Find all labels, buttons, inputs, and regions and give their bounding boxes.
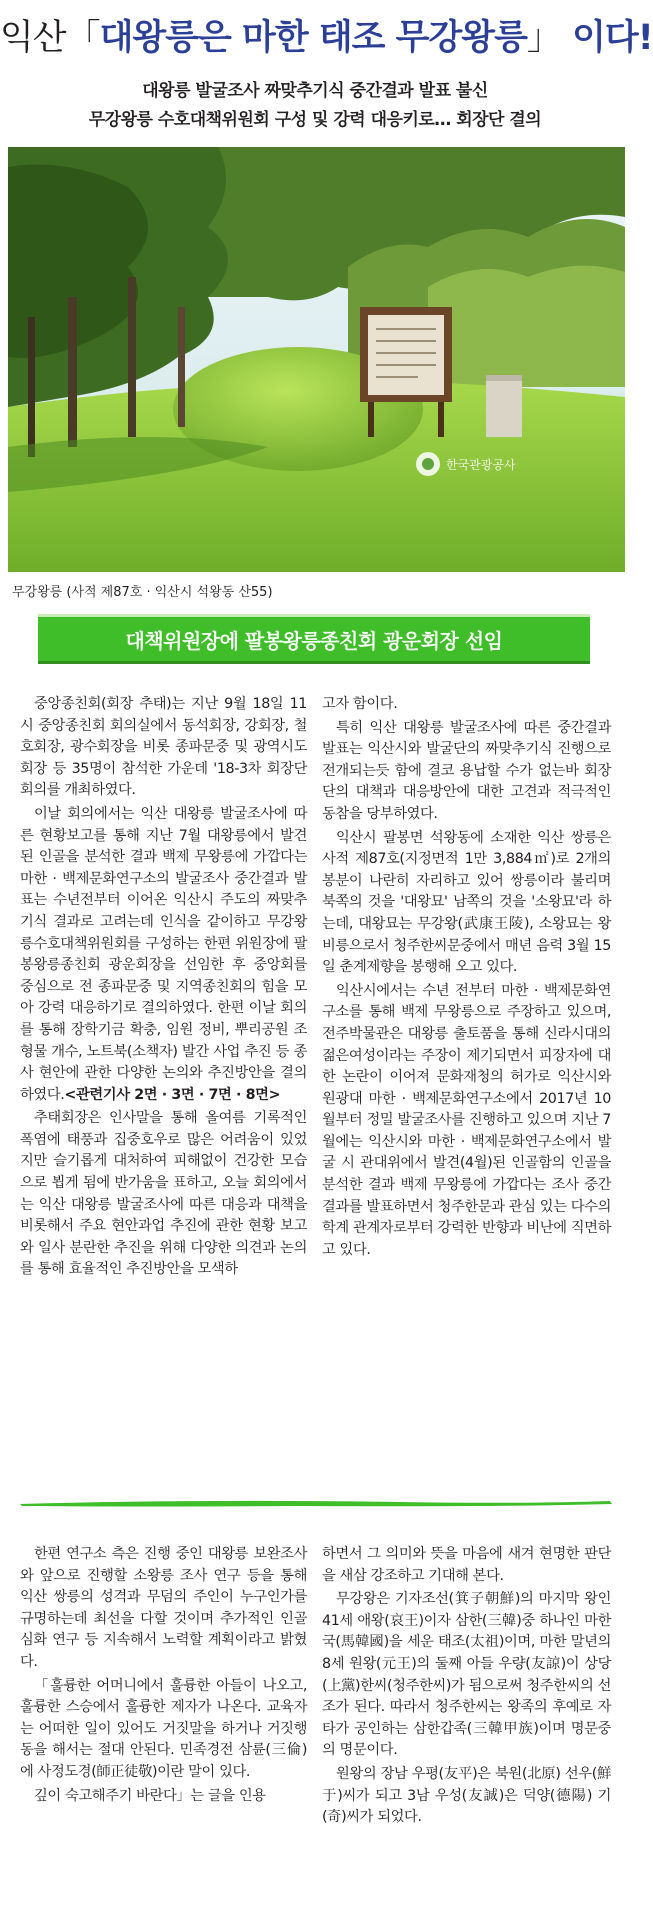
headline-main: 대왕릉은 마한 태조 무강왕릉 xyxy=(99,18,527,58)
subheadline-1: 대왕릉 발굴조사 짜맞추기식 중간결과 발표 불신 xyxy=(142,81,488,101)
paragraph: 익산시 팔봉면 석왕동에 소재한 익산 쌍릉은 사적 제87호(지정면적 1만 3,884㎡)로 2개의 봉분이 나란히 자리하고 있어 쌍릉이라 불리며 북쪽의 것을 '대왕묘' 남쪽의 것을 '소왕묘'라 하는데, 대왕묘는 무강왕(武康王陵), 소왕묘는 왕비릉으로서 청주한씨문중에서 매년 음력 3월 15일 춘계제향을 봉행해 오고 있다. xyxy=(322,829,611,976)
paragraph: 하면서 그 의미와 뜻을 마음에 새겨 현명한 판단을 새삼 강조하고 기대해 본다. xyxy=(322,1546,611,1584)
paragraph xyxy=(20,804,307,1106)
subheadline-2: 무강왕릉 수호대책위원회 구성 및 강력 대응키로… 회장단 결의 xyxy=(88,110,542,130)
article-column-3 xyxy=(20,1544,307,1809)
article-column-4 xyxy=(322,1544,611,1831)
headline-open-quote: 익산「 xyxy=(0,18,100,58)
paragraph: 원왕의 장남 우평(友平)은 북원(北原) 선우(鮮于)씨가 되고 3남 우성(友誠)은 덕양(德陽) 기(奇)씨가 되었다. xyxy=(322,1765,611,1826)
paragraph: 익산시에서는 수년 전부터 마한 · 백제문화연구소를 통해 백제 무왕릉으로 주장하고 있으며, 전주박물관은 대왕릉 출토품을 통해 신라시대의 젊은여성이라는 주장이 제기되면서 피장자에 대한 논란이 이어져 문화재청의 허가로 익산시와 원광대 마한 · 백제문화연구소에서 2017년 10월부터 정밀 발굴조사를 진행하고 있으며 지난 7월에는 익산시와 마한 · 백제문화연구소에서 발굴 시 관대위에서 발견(4월)된 인골함의 인골을 분석한 결과 백제 무왕릉에 가깝다는 조사 중간결과를 발표하면서 청주한문과 관심 있는 다수의 학계 관계자로부터 강력한 반향과 비난에 직면하고 있다. xyxy=(322,982,611,1258)
paragraph: 깊이 숙고해주기 바란다」는 글을 인용 xyxy=(34,1787,266,1804)
watermark-text: 한국관광공사 xyxy=(446,458,516,472)
paragraph: 추태회장은 인사말을 통해 올여름 기록적인 폭염에 태풍과 집중호우로 많은 어려움이 있었지만 슬기롭게 대처하여 피해없이 건강한 모습으로 뵙게 됨에 반가움을 표하고, 오늘 회의에서는 익산 대왕릉 발굴조사에 따른 대응과 대책을 비롯해서 주요 현안과업 추진에 관한 현황 보고와 일사 분란한 추진을 위해 다양한 의견과 논의를 통해 효율적인 추진방안을 모색하 xyxy=(20,1110,307,1278)
section-banner xyxy=(38,614,590,664)
headline-close-quote: 」 xyxy=(526,18,561,58)
tomb-photo xyxy=(8,147,625,572)
paragraph: 「훌륭한 어머니에서 훌륭한 아들이 나오고, 훌륭한 스승에서 훌륭한 제자가 나온다. 교육자는 어떠한 일이 있어도 거짓말을 하거나 거짓행동을 해서는 절대 안된다. 민족경전 삼륜(三倫)에 사정도경(師正徒敬)이란 말이 있다. xyxy=(20,1677,307,1780)
paragraph-text: 이날 회의에서는 익산 대왕릉 발굴조사에 따른 현황보고를 통해 지난 7월 대왕릉에서 발견된 인골을 분석한 결과 백제 무왕릉에 가깝다는 마한 · 백제문화연구소의 발굴조사 중간결과 발표는 수년전부터 이어온 익산시 주도의 짜맞추기식 결과로 고려는데 인식을 같이하고 무강왕릉수호대책위원회를 구성하는 한편 위원장에 팔봉왕릉종친회 광운회장을 선임한 후 중앙회를 중심으로 전 종파문중 및 지역종친회의 힘을 모아 강력 대응하기로 결의하였다. 한편 이날 회의를 통해 장학기금 확충, 임원 정비, 뿌리공원 조형물 개수, 노트북(소책자) 발간 사업 추진 등 종사 현안에 관한 다양한 논의와 추진방안을 결의하였다. xyxy=(20,805,307,1103)
article-column-1 xyxy=(20,694,307,1283)
paragraph: 특히 익산 대왕릉 발굴조사에 따른 중간결과 발표는 익산시와 발굴단의 짜맞추기식 진행으로 전개되는듯 함에 결코 용납할 수가 없는바 회장단의 대책과 대응방안에 대한 고견과 적극적인 동참을 당부하였다. xyxy=(322,719,611,822)
paragraph: 고자 함이다. xyxy=(322,696,398,712)
photo-caption: 무강왕릉 (사적 제87호 · 익산시 석왕동 산55) xyxy=(12,585,273,600)
section-banner-text: 대책위원장에 팔봉왕릉종친회 광운회장 선임 xyxy=(125,628,503,653)
headline-tail: 이다! xyxy=(560,18,653,58)
paragraph: 한편 연구소 측은 진행 중인 대왕릉 보완조사와 앞으로 진행할 소왕릉 조사 연구 등을 통해 익산 쌍릉의 성격과 무덤의 주인이 누구인가를 규명하는데 최선을 다할 것이며 추가적인 인골 심화 연구 등 지속해서 노력할 계획이라고 밝혔다. xyxy=(20,1546,307,1670)
section-divider xyxy=(0,1494,630,1506)
related-articles-ref: <관련기사 2면 · 3면 · 7면 · 8면> xyxy=(64,1086,281,1103)
article-column-2 xyxy=(322,694,611,1263)
paragraph: 중앙종친회(회장 추태)는 지난 9월 18일 11시 중앙종친회 회의실에서 동석회장, 강회장, 철호회장, 광수회장을 비롯 종파문중 및 광역시도회장 등 35명이 참석한 가운데 '18-3차 회장단회의를 개최하였다. xyxy=(20,696,307,799)
paragraph: 무강왕은 기자조선(箕子朝鮮)의 마지막 왕인 41세 애왕(哀王)이자 삼한(三韓)중 하나인 마한국(馬韓國)을 세운 태조(太祖)이며, 마한 말년의 8세 원왕(元王)의 둘째 아들 우량(友諒)이 상당(上黨)한씨(청주한씨)가 됨으로써 청주한씨의 선조가 된다. 따라서 청주한씨는 왕족의 후예로 자타가 공인하는 삼한갑족(三韓甲族)이며 명문중의 명문이다. xyxy=(322,1591,611,1759)
headline xyxy=(0,10,653,60)
